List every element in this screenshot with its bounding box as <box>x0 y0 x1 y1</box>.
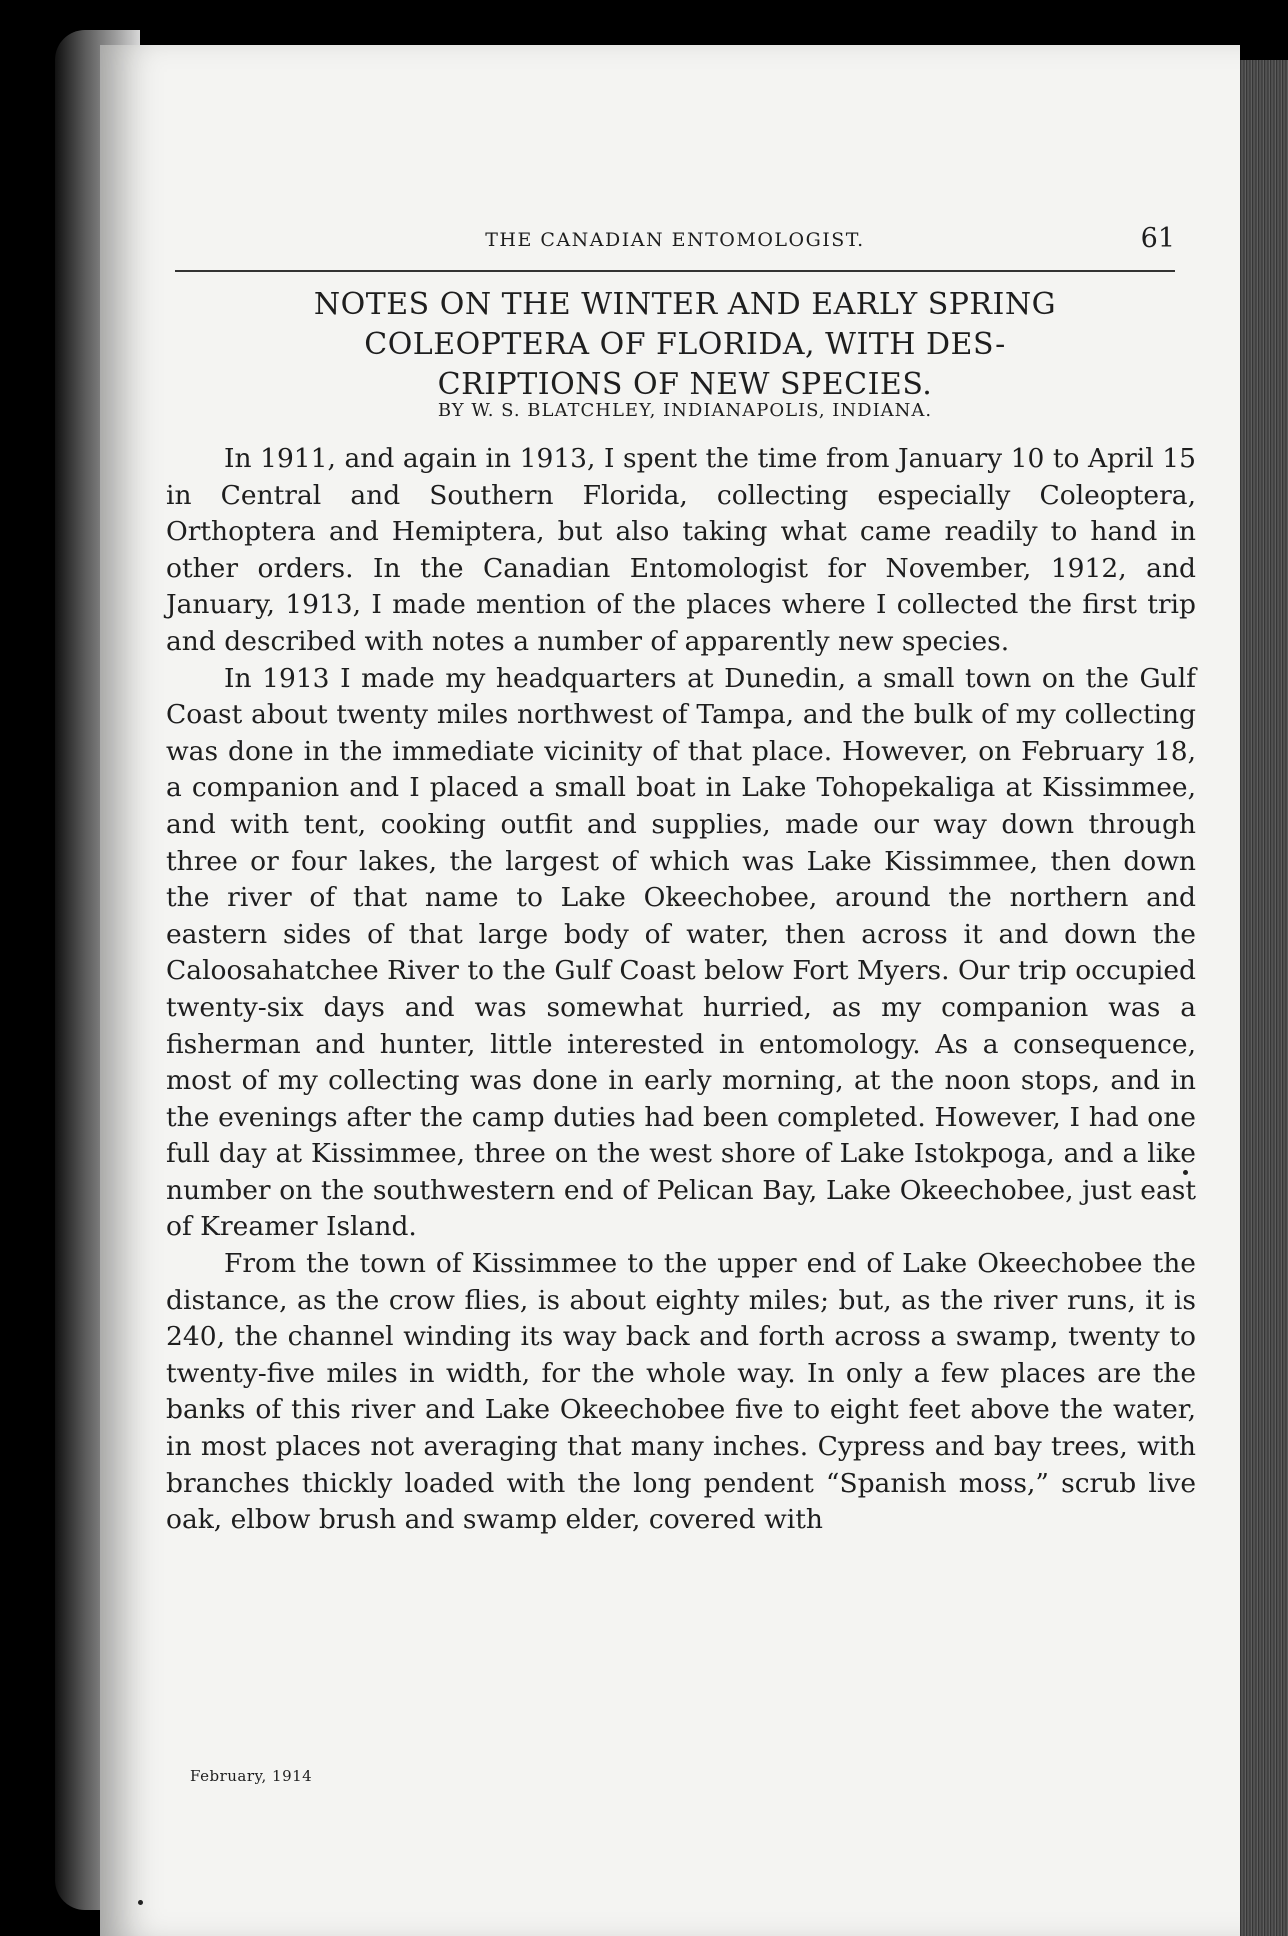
page-stack-edge <box>1240 60 1288 1936</box>
article-title-line: COLEOPTERA OF FLORIDA, WITH DES- <box>364 327 1006 362</box>
article-title-line: NOTES ON THE WINTER AND EARLY SPRING <box>313 287 1057 322</box>
body-paragraph: In 1911, and again in 1913, I spent the time from January 10 to April 15 in Central and Southern Florida, collecting especially Coleoptera, Orthoptera and Hemiptera, but also taking what came readily to hand in other orders. In the Canadian Entomologist for November, 1912, and January, 1913, I made mention of the places where I collected the first trip and described with notes a number of apparently new species. <box>166 443 1196 657</box>
scan-speck <box>138 1900 143 1905</box>
issue-date-footnote: February, 1914 <box>190 1767 313 1785</box>
article-title <box>220 285 1150 405</box>
article-body <box>166 441 1196 1539</box>
author-byline: BY W. S. BLATCHLEY, INDIANAPOLIS, INDIANA. <box>437 400 933 421</box>
running-head <box>175 223 1175 265</box>
body-paragraph: In 1913 I made my headquarters at Dunedin, a small town on the Gulf Coast about twenty miles northwest of Tampa, and the bulk of my collecting was done in the immediate vicinity of that place. However, on February 18, a companion and I placed a small boat in Lake Tohopekaliga at Kissimmee, and with tent, cooking outfit and supplies, made our way down through three or four lakes, the largest of which was Lake Kissimmee, then down the river of that name to Lake Okeechobee, around the northern and eastern sides of that large body of water, then across it and down the Caloosahatchee River to the Gulf Coast below Fort Myers. Our trip occupied twenty-six days and was somewhat hurried, as my companion was a fisherman and hunter, little interested in entomology. As a consequence, most of my collecting was done in early morning, at the noon stops, and in the evenings after the camp duties had been completed. However, I had one full day at Kissimmee, three on the west shore of Lake Istokpoga, and a like number on the southwestern end of Pelican Bay, Lake Okeechobee, just east of Kreamer Island. <box>166 662 1196 1243</box>
body-paragraph: From the town of Kissimmee to the upper end of Lake Okeechobee the distance, as the crow flies, is about eighty miles; but, as the river runs, it is 240, the channel winding its way back and forth across a swamp, twenty to twenty-five miles in width, for the whole way. In only a few places are the banks of this river and Lake Okeechobee five to eight feet above the water, in most places not averaging that many inches. Cypress and bay trees, with branches thickly loaded with the long pendent “Spanish moss,” scrub live oak, elbow brush and swamp elder, covered with <box>166 1248 1196 1536</box>
scan-speck <box>1183 1170 1188 1175</box>
page-number: 61 <box>1140 223 1175 254</box>
header-rule <box>175 270 1175 272</box>
book-page <box>100 45 1240 1936</box>
article-title-line: CRIPTIONS OF NEW SPECIES. <box>437 367 933 402</box>
journal-title: THE CANADIAN ENTOMOLOGIST. <box>485 229 865 251</box>
